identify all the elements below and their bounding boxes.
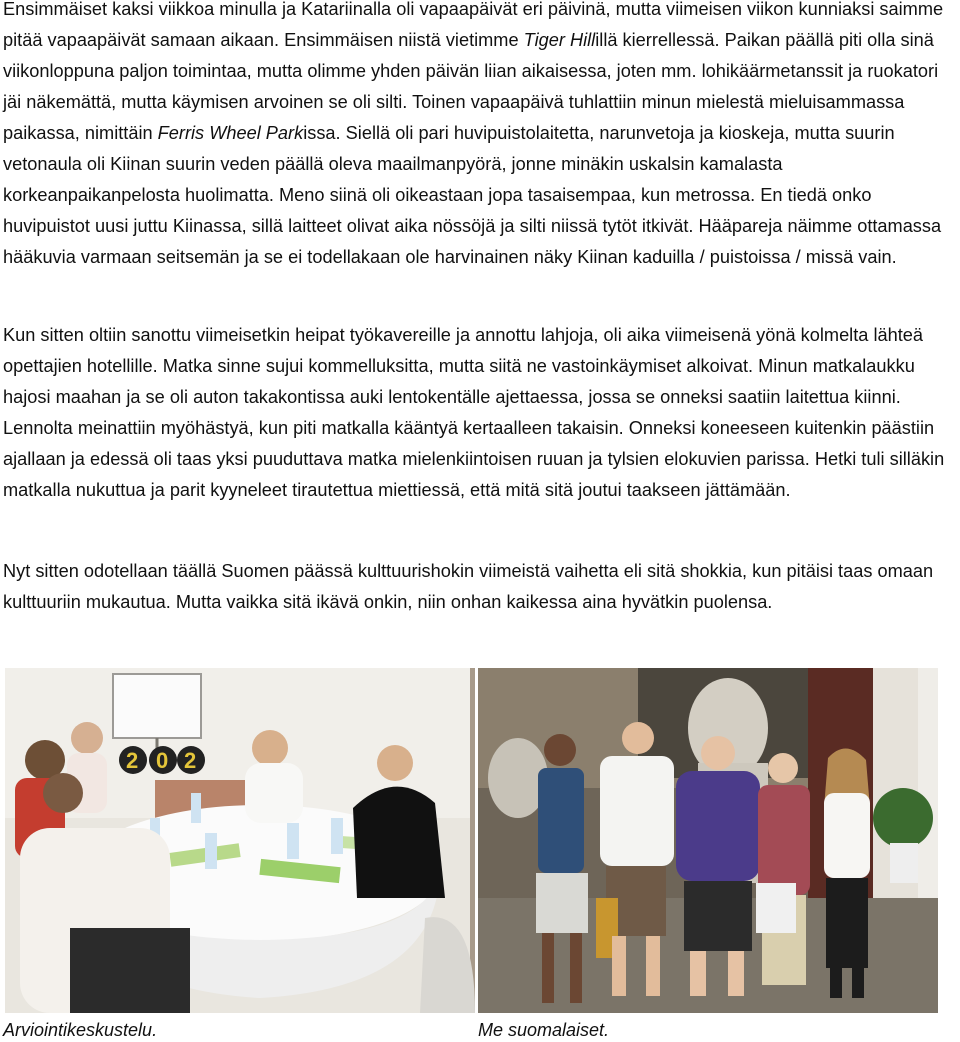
paragraph-1-text-a: Ensimmäiset kaksi viikkoa minulla ja Katariinalla oli vapaapäivät eri päivinä, mutta viimeisen viikon kunniaksi saimme pitää vapaapäivät samaan aikaan. Ensimmäisen niistä vietimme (3, 0, 944, 50)
paragraph-1-text-c: illä kierrellessä. Paikan päällä piti olla sinä viikonloppuna paljon toimintaa, mutta olimme yhden päivän liian aikaisessa, joten mm. lohikäärmetanssit ja ruokatori jäi näkemättä, mutta käymisen arvoinen se oli silti. Toinen vapaapäivä tuhlattiin minun mielestä mieluisammassa paikassa, nimittäin (3, 30, 939, 143)
paragraph-1-text-e: issa. Siellä oli pari huvipuistolaitetta, narunvetoja ja kioskeja, mutta suurin vetonaula oli Kiinan suurin veden päällä oleva maailmanpyörä, jonne minäkin uskalsin kamalasta korkeanpaikanpelosta huolimatta. Meno siinä oli oikeastaan jopa tasaisempaa, kun metrossa. En tiedä onko huvipuistot uusi juttu Kiinassa, sillä laitteet olivat aika nössöjä ja silti niissä tytöt itkivät. Hääpareja näimme ottamassa hääkuvia varmaan seitsemän ja se ei todellakaan ole harvinainen näky Kiinan kaduilla / puistoissa / missä vain. (3, 123, 942, 267)
place-name-tiger-hill: Tiger Hill (523, 30, 596, 50)
svg-text:2: 2 (126, 748, 139, 773)
paragraph-1 (3, 0, 958, 273)
svg-text:2: 2 (184, 748, 197, 773)
paragraph-3: Nyt sitten odotellaan täällä Suomen päässä kulttuurishokin viimeistä vaihetta eli sitä shokkia, kun pitäisi taas omaan kulttuuriin mukautua. Mutta vaikka sitä ikävä onkin, niin onhan kaikessa aina hyvätkin puolensa. (3, 561, 934, 612)
photo-group-of-finns-image (478, 668, 938, 1013)
paragraph-2: Kun sitten oltiin sanottu viimeisetkin heipat työkavereille ja annottu lahjoja, oli aika viimeisenä yönä kolmelta lähteä opettajien hotellille. Matka sinne sujui kommelluksitta, mutta siitä ne vastoinkäymiset alkoivat. Minun matkalaukku hajosi maahan ja se oli auton takakontissa auki lentokentälle ajettaessa, jossa se onneksi saatiin laitettua kiinni. Lennolta meinattiin myöhästyä, kun piti matkalla kääntyä kertaalleen takaisin. Onneksi koneeseen kuitenkin päästiin ajallaan ja edessä oli taas yksi puuduttava matka mielenkiintoisen ruuan ja tylsien elokuvien parissa. Hetki tuli silläkin matkalla nukuttua ja parit kyyneleet tirautettua miettiessä, että mitä sitä joutui taakseen jättämään. (3, 325, 945, 500)
photo-group-of-finns (478, 668, 938, 1013)
photo-evaluation-meeting-image (5, 668, 475, 1013)
svg-text:0: 0 (156, 748, 169, 773)
place-name-ferris-wheel-park: Ferris Wheel Park (157, 123, 304, 143)
photo-caption-1: Arviointikeskustelu. (3, 1020, 158, 1040)
photo-caption-2: Me suomalaiset. (478, 1020, 610, 1040)
photo-evaluation-meeting (5, 668, 475, 1013)
